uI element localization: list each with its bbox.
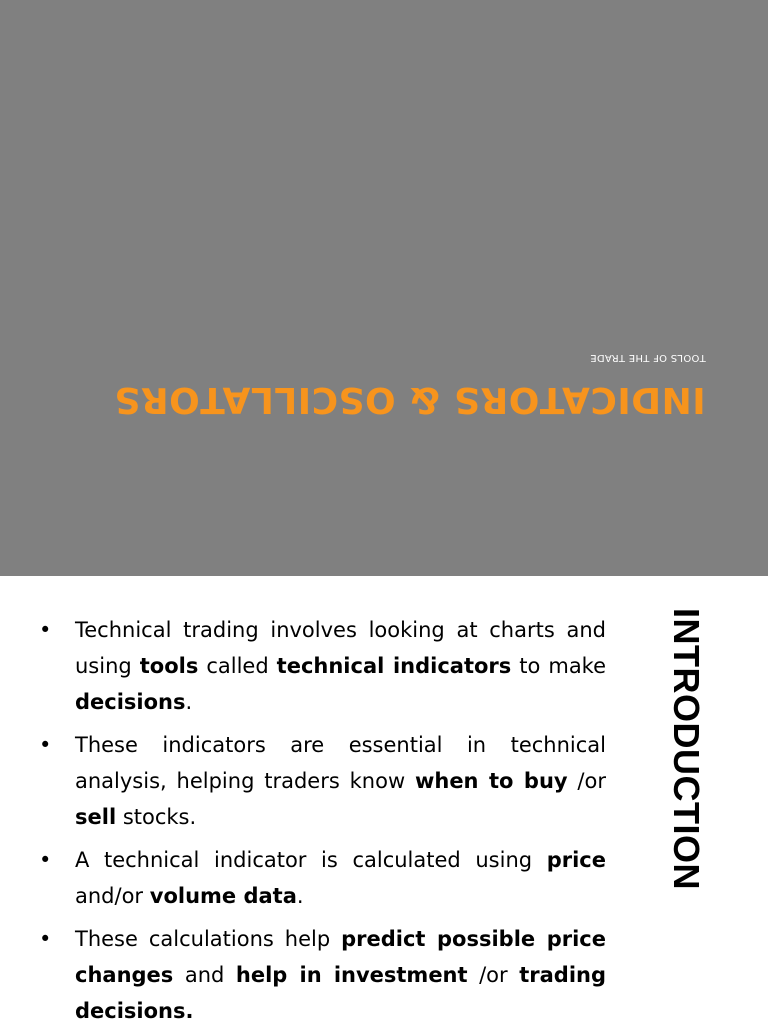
bullet-text: These calculations help — [75, 927, 342, 951]
bullet-list — [36, 612, 606, 1024]
bullet-marker: • — [39, 733, 52, 757]
bullet-bold-text: technical indicators — [276, 654, 512, 678]
bullet-bold-text: help in investment — [235, 963, 468, 987]
bullet-bold-text: predict possible price changes — [75, 927, 606, 987]
bullet-text: /or — [467, 963, 520, 987]
bullet-item — [36, 842, 606, 914]
bullet-bold-text: price — [546, 848, 606, 872]
bullet-text: A technical indicator is calculated using — [75, 848, 547, 872]
cover-title: INDICATORS & OSCILLATORS — [114, 379, 706, 420]
bullet-bold-text: volume data — [149, 884, 297, 908]
bullet-item — [36, 921, 606, 1024]
bullet-text: called — [198, 654, 277, 678]
bullet-bold-text: decisions — [75, 690, 186, 714]
bullet-bold-text: trading decisions. — [75, 963, 606, 1023]
bullet-text: These indicators are essential in technical analysis, helping traders know — [75, 733, 606, 793]
introduction-slide — [0, 576, 768, 1024]
bullet-bold-text: sell — [75, 805, 117, 829]
bullet-marker: • — [39, 927, 52, 951]
bullet-text: to make — [511, 654, 607, 678]
bullet-text: /or — [567, 769, 606, 793]
bullet-item — [36, 727, 606, 835]
bullet-text: . — [185, 690, 193, 714]
bullet-bold-text: when to buy — [414, 769, 568, 793]
bullet-text: . — [296, 884, 304, 908]
bullet-item — [36, 612, 606, 720]
bullet-text: and/or — [75, 884, 150, 908]
bullet-text: Technical trading involves looking at charts and using — [75, 618, 606, 678]
bullet-text: stocks. — [116, 805, 197, 829]
bullet-text: and — [173, 963, 236, 987]
bullet-bold-text: tools — [139, 654, 199, 678]
bullet-marker: • — [39, 848, 52, 872]
introduction-heading: INTRODUCTION — [666, 608, 707, 890]
cover-subtitle: TOOLS OF THE TRADE — [590, 352, 706, 363]
bullet-marker: • — [39, 618, 52, 642]
